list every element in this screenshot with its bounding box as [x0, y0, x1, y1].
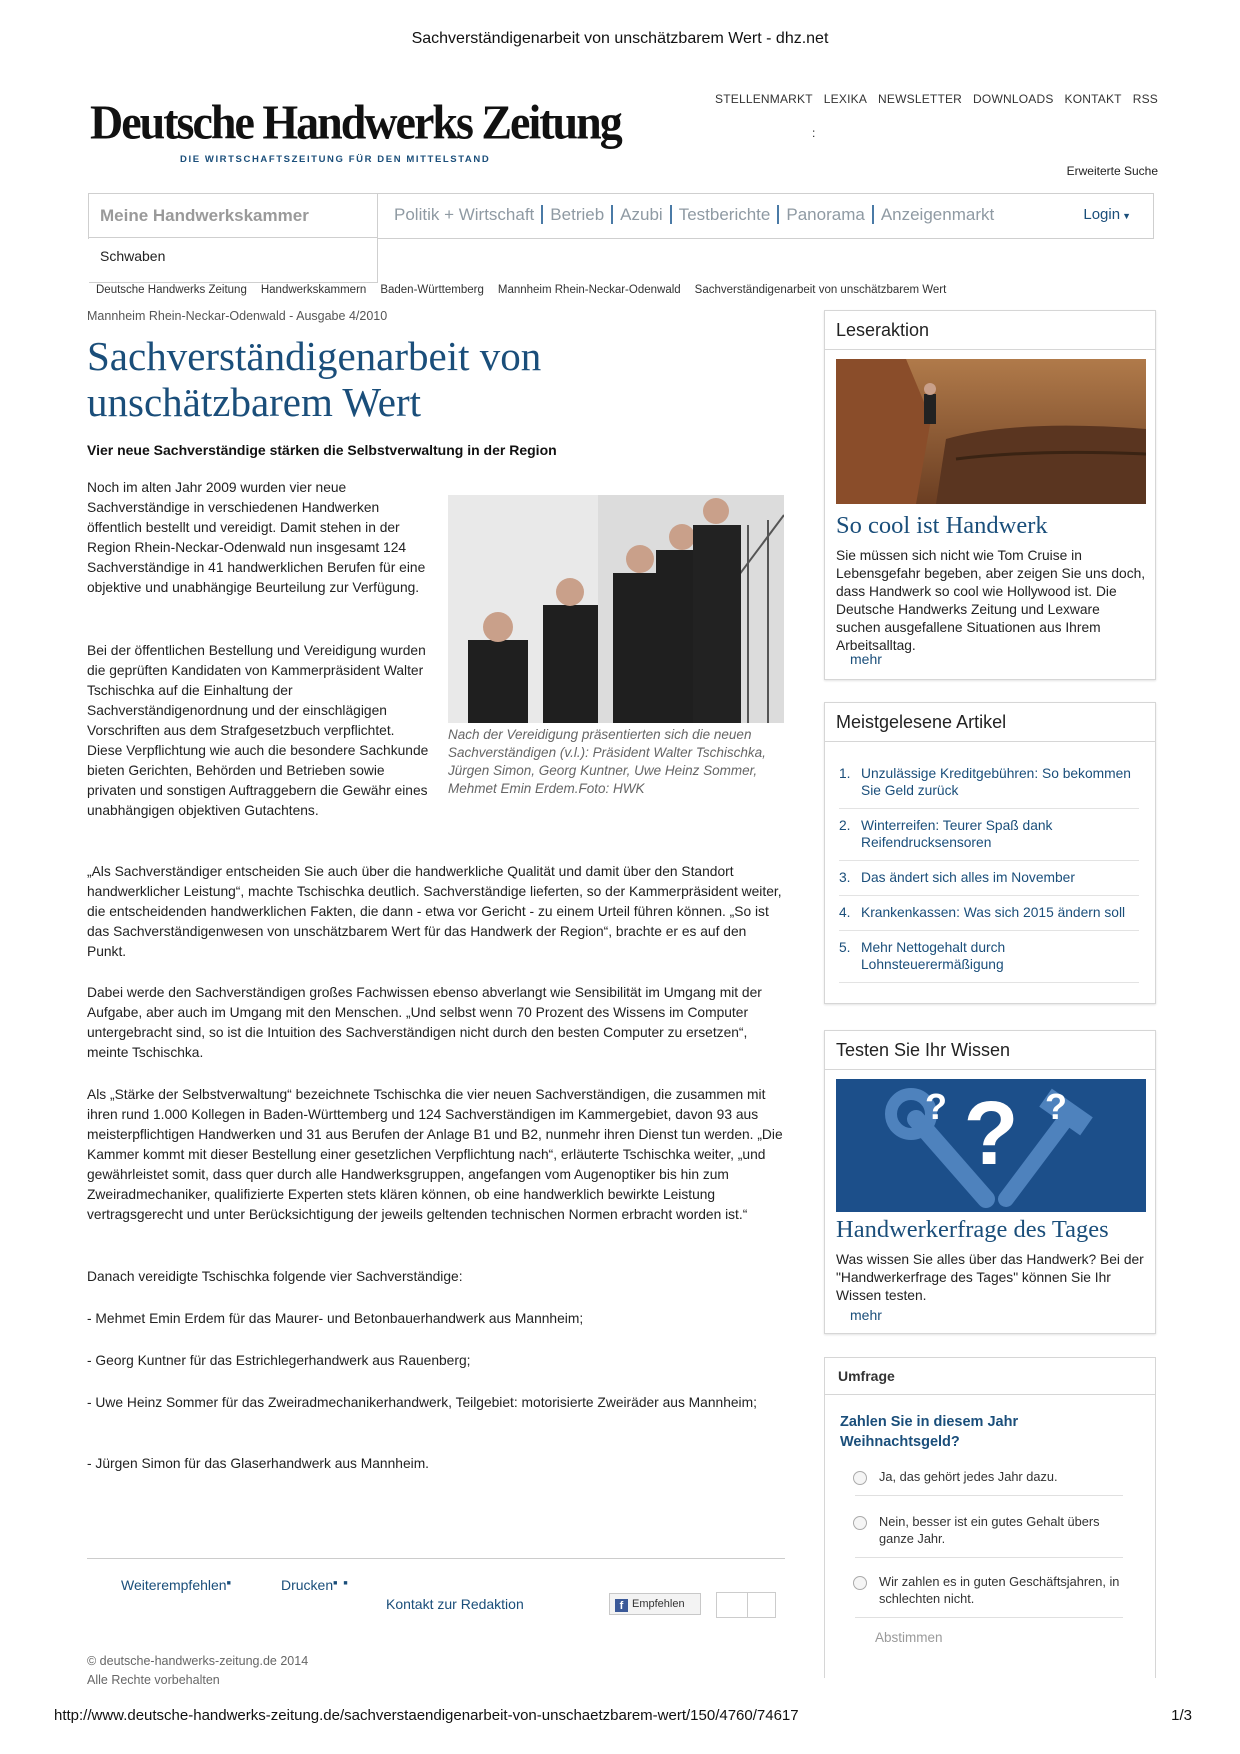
poll-option[interactable] — [855, 1513, 1123, 1558]
radio-button[interactable] — [853, 1576, 867, 1590]
quiz-image[interactable] — [836, 1079, 1146, 1212]
recommend-label: Weiterempfehlen — [121, 1577, 227, 1593]
nav-item-testberichte[interactable]: Testberichte — [672, 205, 780, 224]
kammer-selector-title: Meine Handwerkskammer — [100, 206, 309, 225]
recommend-link[interactable] — [121, 1577, 231, 1593]
most-read-item[interactable] — [839, 765, 1139, 809]
article-list-item: - Jürgen Simon für das Glaserhandwerk aus Mannheim. — [87, 1456, 430, 1471]
share-widget[interactable] — [716, 1592, 776, 1618]
climber-illustration — [836, 359, 1146, 504]
vote-button[interactable]: Abstimmen — [875, 1630, 943, 1645]
breadcrumb-item[interactable]: Baden-Württemberg — [380, 284, 484, 296]
article-paragraph: Danach vereidigte Tschischka folgende vier Sachverständige: — [87, 1269, 463, 1284]
caret-down-icon: ▼ — [1122, 211, 1131, 221]
sidebar-most-read — [824, 702, 1156, 1004]
most-read-item[interactable] — [839, 817, 1139, 861]
breadcrumb — [96, 284, 960, 296]
topnav-stellenmarkt[interactable]: STELLENMARKT — [715, 92, 813, 106]
leseraktion-more-link[interactable]: mehr — [850, 651, 882, 667]
print-page-title: Sachverständigenarbeit von unschätzbarem Wert - dhz.net — [411, 30, 829, 47]
leseraktion-title: Leseraktion — [825, 311, 1155, 350]
print-page-url: http://www.deutsche-handwerks-zeitung.de/sachverstaendigenarbeit-von-unschaetzbarem-wert/150/4760/74617 — [54, 1707, 799, 1724]
nav-item-anzeigenmarkt[interactable]: Anzeigenmarkt — [880, 205, 995, 224]
article-subheadline: Vier neue Sachverständige stärken die Selbstverwaltung in der Region — [87, 442, 557, 458]
breadcrumb-item[interactable]: Mannheim Rhein-Neckar-Odenwald — [497, 284, 681, 296]
most-read-item[interactable] — [839, 939, 1139, 983]
topnav-downloads[interactable]: DOWNLOADS — [973, 92, 1054, 106]
article-edition: Mannheim Rhein-Neckar-Odenwald - Ausgabe 4/2010 — [87, 309, 388, 323]
print-label: Drucken — [281, 1577, 334, 1593]
print-page-number: 1/3 — [1171, 1707, 1192, 1724]
nav-item-panorama[interactable]: Panorama — [779, 205, 873, 224]
photo-group-illustration — [448, 495, 784, 723]
poll-question: Zahlen Sie in diesem Jahr Weihnachtsgeld? — [840, 1414, 1019, 1450]
search-separator: : — [812, 126, 816, 140]
article-paragraph: Als „Stärke der Selbstverwaltung“ bezeichnete Tschischka die vier neuen Sachverständigen, die zusammen mit ihren rund 1.000 Kollegen in Baden-Württemberg und 124 Sachverständigen im Kammergebiet, davon 93 aus meisterpflichtigen Handwerken und 31 aus Berufen der Anlage B1 und B2, nunmehr ihren Dienst tun werden. „Die Kammer kommt mit dieser Bestellung einer gesetzlichen Verpflichtung nach“, erläuterte Tschischka weiter, „und gewährleistet somit, dass quer durch alle Handwerksgruppen, angefangen vom Augenoptiker bis hin zum Zweiradmechaniker, qualifizierte Experten stets klären können, ob eine handwerklich bewirkte Leistung vertragsgerecht und unter Berücksichtigung der jeweils geltenden technischen Normen erbracht worden ist.“ — [87, 1087, 783, 1222]
leseraktion-image[interactable] — [836, 359, 1146, 504]
copyright — [87, 1652, 308, 1690]
svg-text:?: ? — [963, 1084, 1019, 1184]
square-icon: ■ — [333, 1580, 338, 1587]
radio-button[interactable] — [853, 1471, 867, 1485]
topnav-newsletter[interactable]: NEWSLETTER — [878, 92, 963, 106]
poll-option[interactable] — [855, 1573, 1123, 1618]
most-read-link[interactable]: Unzulässige Kreditgebühren: So bekommen Sie Geld zurück — [861, 766, 1131, 798]
quiz-title: Testen Sie Ihr Wissen — [825, 1031, 1155, 1070]
poll-option-label: Ja, das gehört jedes Jahr dazu. — [879, 1469, 1058, 1484]
most-read-link[interactable]: Das ändert sich alles im November — [861, 870, 1075, 885]
article-list-item: - Georg Kuntner für das Estrichlegerhandwerk aus Rauenberg; — [87, 1353, 471, 1368]
poll-option-label: Wir zahlen es in guten Geschäftsjahren, in schlechten nicht. — [879, 1574, 1120, 1606]
most-read-number: 4. — [839, 905, 851, 920]
quiz-text: Was wissen Sie alles über das Handwerk? Bei der "Handwerkerfrage des Tages" können Sie Ihr Wissen testen. — [836, 1252, 1144, 1303]
tools-question-illustration — [836, 1079, 1146, 1212]
kammer-selected-value[interactable]: Schwaben — [100, 248, 166, 264]
nav-item-politik-wirtschaft[interactable]: Politik + Wirtschaft — [387, 205, 543, 224]
sidebar-quiz — [824, 1030, 1156, 1334]
logo-tagline: DIE WIRTSCHAFTSZEITUNG FÜR DEN MITTELSTAND — [180, 154, 491, 165]
leseraktion-text: Sie müssen sich nicht wie Tom Cruise in Lebensgefahr begeben, aber zeigen Sie uns doch, dass Handwerk so cool wie Hollywood ist. Die Deutsche Handwerks Zeitung und Lexware suchen ausgefallene Situationen aus Ihrem Arbeitsalltag. — [836, 548, 1146, 653]
handwerkskammer-selector[interactable] — [89, 194, 378, 283]
poll-option-label: Nein, besser ist ein gutes Gehalt übers ganze Jahr. — [879, 1514, 1100, 1546]
topnav-kontakt[interactable]: KONTAKT — [1064, 92, 1122, 106]
facebook-icon: f — [615, 1599, 628, 1612]
quiz-more-link[interactable]: mehr — [850, 1307, 882, 1323]
most-read-item[interactable] — [839, 869, 1139, 896]
sidebar-leseraktion — [824, 310, 1156, 680]
login-button[interactable] — [1083, 206, 1131, 223]
site-logo[interactable] — [90, 95, 621, 165]
main-navigation — [88, 193, 1154, 264]
breadcrumb-item[interactable]: Handwerkskammern — [260, 284, 367, 296]
most-read-number: 5. — [839, 940, 851, 955]
breadcrumb-current[interactable]: Sachverständigenarbeit von unschätzbarem Wert — [694, 284, 947, 296]
most-read-number: 3. — [839, 870, 851, 885]
article-photo — [448, 495, 784, 723]
most-read-number: 1. — [839, 766, 851, 781]
radio-button[interactable] — [853, 1516, 867, 1530]
kammer-divider — [89, 237, 377, 238]
svg-text:?: ? — [1045, 1086, 1067, 1127]
most-read-link[interactable]: Mehr Nettogehalt durch Lohnsteuerermäßigung — [861, 940, 1006, 972]
copyright-line: © deutsche-handwerks-zeitung.de 2014 — [87, 1654, 309, 1668]
logo-wordmark: Deutsche Handwerks Zeitung — [90, 95, 621, 150]
copyright-rights: Alle Rechte vorbehalten — [87, 1673, 220, 1687]
most-read-number: 2. — [839, 818, 851, 833]
leseraktion-heading[interactable]: So cool ist Handwerk — [836, 512, 1048, 539]
advanced-search-link[interactable]: Erweiterte Suche — [1066, 164, 1158, 178]
topnav-lexika[interactable]: LEXIKA — [823, 92, 868, 106]
nav-item-betrieb[interactable]: Betrieb — [543, 205, 613, 224]
article-list-item: - Uwe Heinz Sommer für das Zweiradmechanikerhandwerk, Teilgebiet: motorisierte Zweiräder aus Mannheim; — [87, 1395, 757, 1410]
facebook-like-button[interactable] — [609, 1593, 701, 1615]
article-actions-divider — [87, 1558, 785, 1559]
nav-item-azubi[interactable]: Azubi — [613, 205, 672, 224]
article-paragraph: Noch im alten Jahr 2009 wurden vier neue Sachverständige in verschiedenen Handwerken öffentlich bestellt und vereidigt. Damit stehen in der Region Rhein-Neckar-Odenwald nun insgesamt 124 Sachverständige in 41 handwerklichen Berufen für eine objektive und unabhängige Beurteilung zur Verfügung. — [87, 480, 426, 595]
article-headline: Sachverständigenarbeit von unschätzbarem Wert — [87, 333, 542, 425]
top-navigation — [704, 92, 1158, 106]
square-icon: ■ — [226, 1580, 231, 1587]
square-icon: ■ — [343, 1580, 348, 1587]
svg-text:?: ? — [925, 1086, 947, 1127]
article-paragraph: Bei der öffentlichen Bestellung und Vereidigung wurden die geprüften Kandidaten von Kammerpräsident Walter Tschischka auf die Einhaltung der Sachverständigenordnung und der einschlägigen Vorschriften aus dem Strafgesetzbuch verpflichtet. Diese Verpflichtung wie auch die besondere Sachkunde bieten Gerichten, Behörden und Betrieben sowie privaten und sonstigen Auftraggebern die Gewähr eines unabhängigen objektiven Gutachtens. — [87, 643, 429, 818]
most-read-item[interactable] — [839, 904, 1139, 931]
print-link[interactable] — [281, 1577, 348, 1593]
photo-caption: Nach der Vereidigung präsentierten sich die neuen Sachverständigen (v.l.): Präsident Walter Tschischka, Jürgen Simon, Georg Kuntner, Uwe Heinz Sommer, Mehmet Emin Erdem.Foto: HWK — [448, 727, 766, 796]
article-list-item: - Mehmet Emin Erdem für das Maurer- und Betonbauerhandwerk aus Mannheim; — [87, 1311, 584, 1326]
nav-items — [387, 205, 1001, 225]
poll-title: Umfrage — [825, 1358, 1155, 1395]
breadcrumb-item[interactable]: Deutsche Handwerks Zeitung — [96, 284, 247, 296]
quiz-heading[interactable]: Handwerkerfrage des Tages — [836, 1216, 1109, 1243]
facebook-like-label: Empfehlen — [632, 1598, 685, 1610]
topnav-rss[interactable]: RSS — [1132, 92, 1158, 106]
most-read-link[interactable]: Krankenkassen: Was sich 2015 ändern soll — [861, 905, 1126, 920]
article-paragraph: Dabei werde den Sachverständigen großes Fachwissen ebenso abverlangt wie Sensibilität im Umgang mit der Aufgabe, aber auch im Umgang mit den Menschen. „Und selbst wenn 70 Prozent des Wissens im Computer untergebracht sind, so ist die Intuition des Sachverständigen nicht durch den besten Computer zu ersetzen“, meinte Tschischka. — [87, 985, 762, 1060]
most-read-list — [839, 765, 1139, 991]
most-read-title: Meistgelesene Artikel — [825, 703, 1155, 742]
login-label: Login — [1083, 206, 1121, 223]
article-paragraph: „Als Sachverständiger entscheiden Sie auch über die handwerkliche Qualität und damit über den Standort handwerklicher Leistung“, machte Tschischka deutlich. Sachverständige lieferten, so der Kammerpräsident weiter, die entscheidenden handwerklichen Fakten, die dann - etwa vor Gericht - zu einem Urteil führen können. „So ist das Sachverständigenwesen von unschätzbarem Wert für das Handwerk der Region“, brachte er es auf den Punkt. — [87, 864, 782, 959]
most-read-link[interactable]: Winterreifen: Teurer Spaß dank Reifendrucksensoren — [861, 818, 1053, 850]
sidebar-poll — [824, 1357, 1156, 1678]
poll-option[interactable] — [855, 1468, 1123, 1496]
contact-editorial-link[interactable]: Kontakt zur Redaktion — [386, 1596, 524, 1612]
